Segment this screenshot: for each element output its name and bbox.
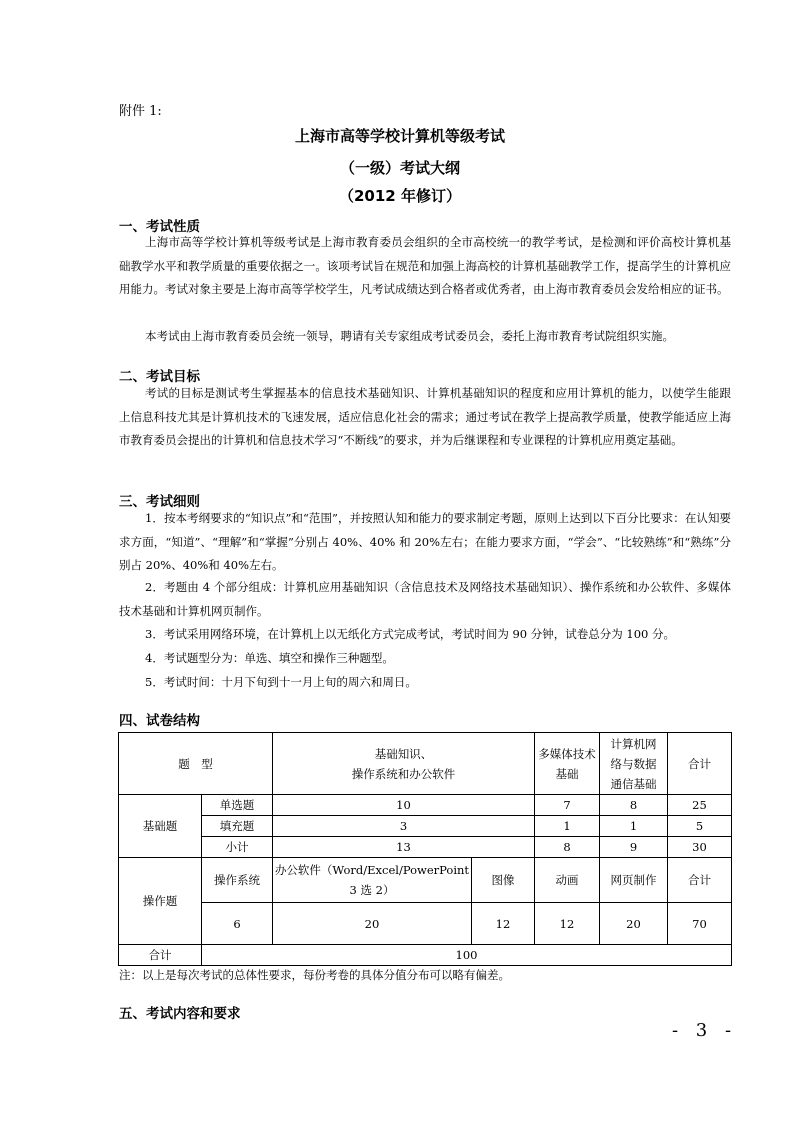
op-value-os: 6 xyxy=(202,903,273,945)
section-1-para-1: 上海市高等学校计算机等级考试是上海市教育委员会组织的全市高校统一的教学考试，是检测和评价高校计算机基础教学水平和教学质量的重要依据之一。该项考试旨在规范和加强上海高校的计算机基础教学工作，提高学生的计算机应用能力。考试对象主要是上海市高等学校学生，凡考试成绩达到合格者或优秀者，由上海市教育委员会发给相应的证书。 xyxy=(119,235,731,296)
section-1-heading: 一、考试性质 xyxy=(119,219,200,235)
op-header-total: 合计 xyxy=(668,858,732,903)
section-3-heading: 三、考试细则 xyxy=(119,494,200,510)
section-3-para-1: 1．按本考纲要求的“知识点”和“范围”，并按照认知和能力的要求制定考题，原则上达到以下百分比要求：在认知要求方面，“知道”、“理解”和“掌握”分别占 40%、40% 和 20%左右；在能力要求方面，“学会”、“比较熟练”和“熟练”分别占 20%、40%和 40%左右。 xyxy=(119,511,731,572)
op-header-image: 图像 xyxy=(472,858,535,903)
cell-mm: 7 xyxy=(535,795,600,816)
row-label: 填充题 xyxy=(202,816,273,837)
header-total: 合计 xyxy=(668,733,732,795)
section-5-heading: 五、考试内容和要求 xyxy=(119,1006,241,1022)
header-network: 计算机网 络与数据 通信基础 xyxy=(600,733,668,795)
op-value-image: 12 xyxy=(472,903,535,945)
cell-basic: 3 xyxy=(273,816,535,837)
grand-total-label: 合计 xyxy=(119,945,202,966)
cell-net: 9 xyxy=(600,837,668,858)
table-row xyxy=(119,837,732,858)
table-row xyxy=(119,795,732,816)
cell-net: 1 xyxy=(600,816,668,837)
table-row xyxy=(119,816,732,837)
header-multimedia: 多媒体技术 基础 xyxy=(535,733,600,795)
cell-basic: 13 xyxy=(273,837,535,858)
op-header-os: 操作系统 xyxy=(202,858,273,903)
page-number: - 3 - xyxy=(672,1020,738,1041)
op-header-office: 办公软件（Word/Excel/PowerPoint 3 选 2） xyxy=(273,858,472,903)
doc-subtitle: （一级）考试大纲 xyxy=(339,159,460,177)
section-3-para-3: 3．考试采用网络环境，在计算机上以无纸化方式完成考试，考试时间为 90 分钟，试卷总分为 100 分。 xyxy=(145,627,676,641)
grand-total-row xyxy=(119,945,732,966)
grand-total-value: 100 xyxy=(202,945,732,966)
op-header-row xyxy=(119,858,732,903)
section-2-para-1: 考试的目标是测试考生掌握基本的信息技术基础知识、计算机基础知识的程度和应用计算机的能力，以使学生能跟上信息科技尤其是计算机技术的飞速发展，适应信息化社会的需求；通过考试在教学上提高教学质量，使教学能适应上海市教育委员会提出的计算机和信息技术学习“不断线”的要求，并为后继课程和专业课程的计算机应用奠定基础。 xyxy=(119,386,731,447)
header-basic-knowledge: 基础知识、 操作系统和办公软件 xyxy=(273,733,535,795)
doc-title: 上海市高等学校计算机等级考试 xyxy=(294,127,505,145)
op-header-web: 网页制作 xyxy=(600,858,668,903)
table-note: 注：以上是每次考试的总体性要求，每份考卷的具体分值分布可以略有偏差。 xyxy=(119,968,510,982)
op-values-row xyxy=(119,903,732,945)
section-4-heading: 四、试卷结构 xyxy=(119,713,200,729)
section-3-para-2: 2．考题由 4 个部分组成：计算机应用基础知识（含信息技术及网络技术基础知识）、操作系统和办公软件、多媒体技术基础和计算机网页制作。 xyxy=(119,580,731,618)
cell-net: 8 xyxy=(600,795,668,816)
section-1-para-2: 本考试由上海市教育委员会统一领导，聘请有关专家组成考试委员会，委托上海市教育考试院组织实施。 xyxy=(145,329,674,343)
op-value-anim: 12 xyxy=(535,903,600,945)
attachment-label: 附件 1: xyxy=(119,104,162,119)
op-value-total: 70 xyxy=(668,903,732,945)
exam-structure-table xyxy=(118,732,732,966)
section-3-para-4: 4．考试题型分为：单选、填空和操作三种题型。 xyxy=(145,651,394,665)
cell-basic: 10 xyxy=(273,795,535,816)
section-3-para-5: 5．考试时间：十月下旬到十一月上旬的周六和周日。 xyxy=(145,675,417,689)
row-label: 单选题 xyxy=(202,795,273,816)
basic-group-label: 基础题 xyxy=(119,795,202,858)
op-group-label: 操作题 xyxy=(119,858,202,945)
header-type: 题 型 xyxy=(119,733,273,795)
op-value-office: 20 xyxy=(273,903,472,945)
cell-mm: 1 xyxy=(535,816,600,837)
cell-total: 5 xyxy=(668,816,732,837)
table-header-row xyxy=(119,733,732,795)
cell-total: 25 xyxy=(668,795,732,816)
cell-mm: 8 xyxy=(535,837,600,858)
row-label: 小计 xyxy=(202,837,273,858)
cell-total: 30 xyxy=(668,837,732,858)
section-2-heading: 二、考试目标 xyxy=(119,369,200,385)
op-header-anim: 动画 xyxy=(535,858,600,903)
op-value-web: 20 xyxy=(600,903,668,945)
doc-revision: （2012 年修订） xyxy=(339,187,461,205)
